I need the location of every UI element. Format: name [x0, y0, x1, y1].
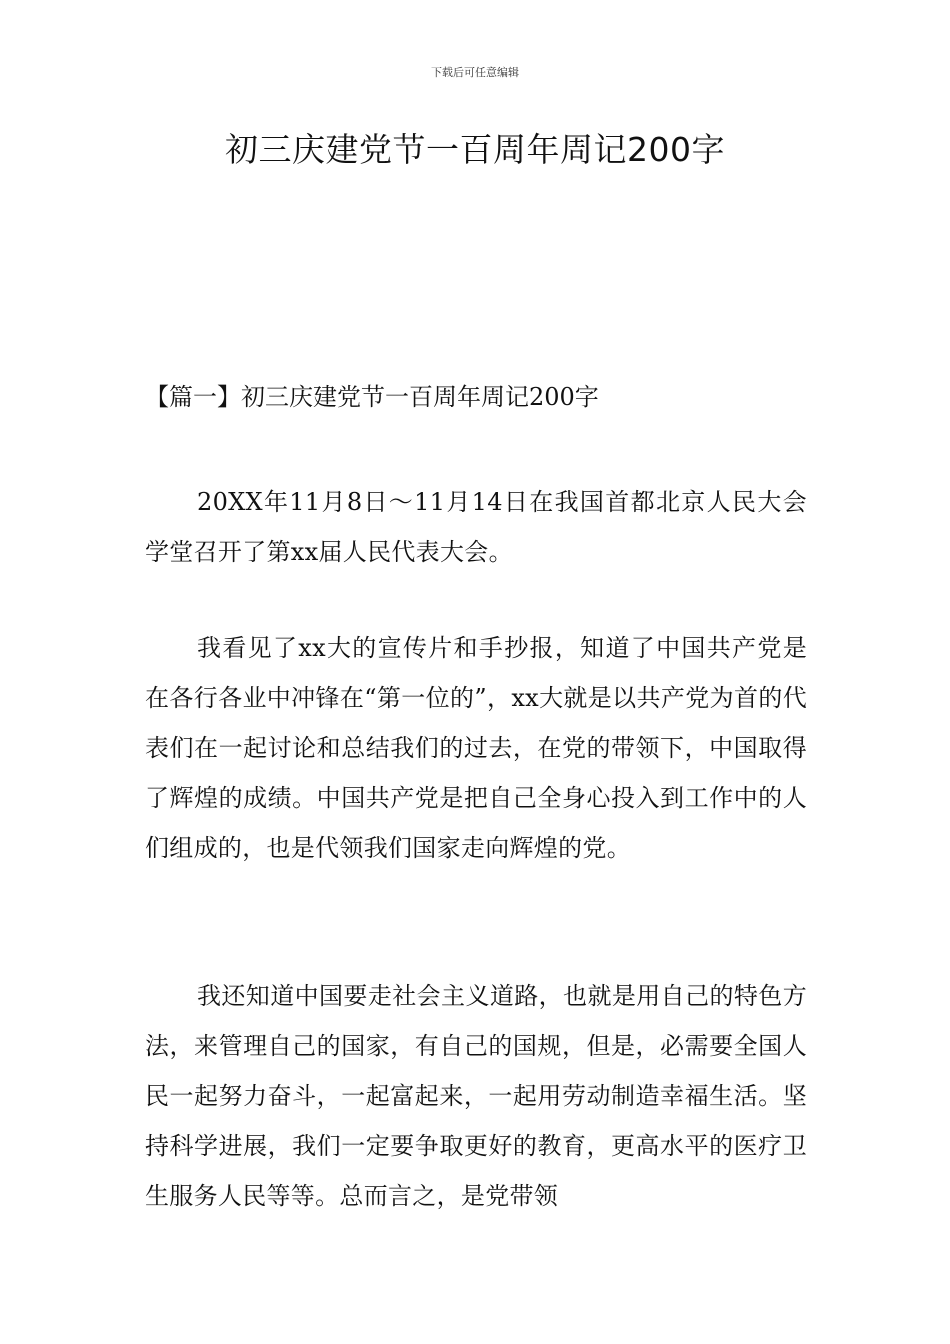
document-title: 初三庆建党节一百周年周记200字 [225, 130, 725, 169]
header-note: 下载后可任意编辑 [431, 66, 519, 79]
paragraph-3: 我还知道中国要走社会主义道路，也就是用自己的特色方法，来管理自己的国家，有自己的国规，但是，必需要全国人民一起努力奋斗，一起富起来，一起用劳动制造幸福生活。坚持科学进展，我们一定要争取更好的教育，更高水平的医疗卫生服务人民等等。总而言之，是党带领 [145, 982, 807, 1210]
paragraph-2: 我看见了xx大的宣传片和手抄报，知道了中国共产党是在各行各业中冲锋在“第一位的”，xx大就是以共产党为首的代表们在一起讨论和总结我们的过去，在党的带领下，中国取得了辉煌的成绩。中国共产党是把自己全身心投入到工作中的人们组成的，也是代领我们国家走向辉煌的党。 [145, 634, 807, 862]
paragraph-1: 20XX年11月8日～11月14日在我国首都北京人民大会学堂召开了第xx届人民代表大会。 [145, 488, 807, 566]
section-heading: 【篇一】初三庆建党节一百周年周记200字 [145, 383, 599, 411]
